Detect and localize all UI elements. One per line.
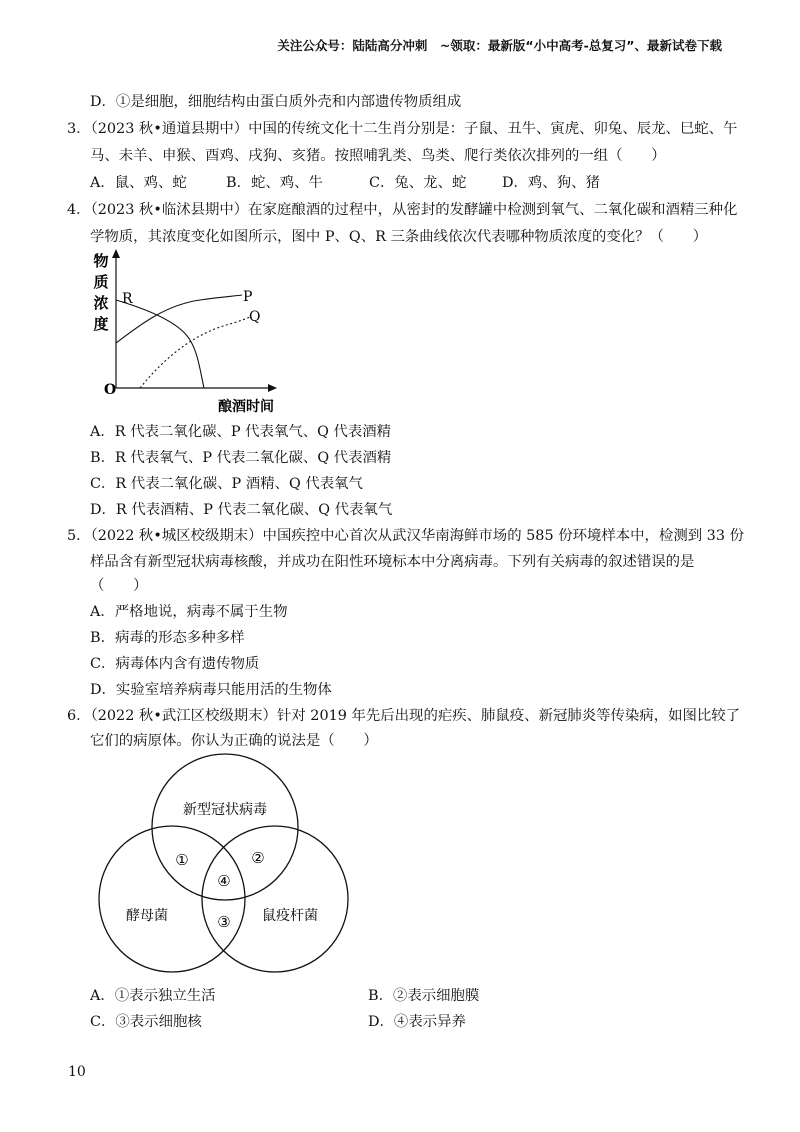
venn-label-virus: 新型冠状病毒 [183, 802, 267, 818]
curve-label-r: R [122, 291, 133, 307]
q4-option-a: A．R 代表二氧化碳、P 代表氧气、Q 代表酒精 [90, 424, 392, 440]
q6-stem-line2: 它们的病原体。你认为正确的说法是（ ） [90, 733, 378, 749]
venn-diagram [90, 752, 360, 977]
y-label-char-4: 度 [93, 315, 109, 333]
q6-option-c: C．③表示细胞核 [90, 1014, 202, 1030]
curve-label-q: Q [249, 309, 261, 325]
q3-stem-line2: 马、未羊、申猴、酉鸡、戌狗、亥猪。按照哺乳类、鸟类、爬行类依次排列的一组（ ） [90, 148, 666, 164]
venn-region-4: ④ [217, 872, 231, 890]
q3-option-c: C．兔、龙、蛇 [369, 175, 467, 191]
venn-region-3: ③ [217, 913, 231, 931]
origin-label: O [104, 382, 117, 398]
q4-stem-line2: 学物质，其浓度变化如图所示，图中 P、Q、R 三条曲线依次代表哪种物质浓度的变化？（ ） [90, 229, 708, 245]
y-label-char-2: 质 [93, 273, 109, 291]
q4-stem-line1: 4．（2023 秋•临沭县期中）在家庭酿酒的过程中，从密封的发酵罐中检测到氧气、二氧化碳和酒精三种化 [67, 202, 738, 218]
x-axis-label: 酿酒时间 [218, 399, 274, 415]
q3-option-a: A．鼠、鸡、蛇 [90, 175, 187, 191]
q5-option-c: C．病毒体内含有遗传物质 [90, 656, 260, 672]
q6-stem-line1: 6．（2022 秋•武江区校级期末）针对 2019 年先后出现的疟疾、肺鼠疫、新冠肺炎等传染病，如图比较了 [67, 708, 741, 724]
q3-option-d: D．鸡、狗、猪 [502, 175, 600, 191]
q3-option-b: B．蛇、鸡、牛 [226, 175, 323, 191]
concentration-graph [80, 245, 310, 420]
curve-q [140, 317, 250, 388]
curve-p [116, 295, 242, 343]
q4-option-b: B．R 代表氧气、P 代表二氧化碳、Q 代表酒精 [90, 450, 392, 466]
q5-option-d: D．实验室培养病毒只能用活的生物体 [90, 682, 332, 698]
venn-region-1: ① [175, 851, 189, 869]
page-number: 10 [68, 1064, 86, 1080]
q4-option-d: D．R 代表酒精、P 代表二氧化碳、Q 代表氧气 [90, 502, 393, 518]
q5-option-a: A．严格地说，病毒不属于生物 [90, 604, 288, 620]
q2-option-d: D．①是细胞，细胞结构由蛋白质外壳和内部遗传物质组成 [90, 94, 462, 110]
venn-label-yeast: 酵母菌 [126, 908, 168, 924]
y-label-char-3: 浓 [93, 294, 109, 312]
q5-stem-line2: 样品含有新型冠状病毒核酸，并成功在阳性环境标本中分离病毒。下列有关病毒的叙述错误的是 [90, 554, 695, 570]
venn-label-plague-bacillus: 鼠疫杆菌 [262, 908, 318, 924]
q6-option-b: B．②表示细胞膜 [368, 988, 480, 1004]
page-header: 关注公众号：陆陆高分冲刺 ~领取：最新版“小中高考-总复习”、最新试卷下载 [277, 38, 722, 53]
q6-option-a: A．①表示独立生活 [90, 988, 216, 1004]
q4-option-c: C．R 代表二氧化碳、P 酒精、Q 代表氧气 [90, 476, 363, 492]
q6-option-d: D．④表示异养 [368, 1014, 466, 1030]
x-axis-arrow [268, 384, 277, 392]
venn-region-2: ② [251, 849, 265, 867]
q5-stem-line1: 5．（2022 秋•城区校级期末）中国疾控中心首次从武汉华南海鲜市场的 585 份环境样本中，检测到 33 份 [67, 528, 744, 544]
y-label-char-1: 物 [93, 252, 109, 270]
curve-label-p: P [243, 289, 253, 305]
q3-stem-line1: 3．（2023 秋•通道县期中）中国的传统文化十二生肖分别是：子鼠、丑牛、寅虎、卯兔、辰龙、巳蛇、午 [67, 121, 738, 137]
y-axis-arrow [112, 249, 120, 258]
q5-stem-line3: （ ） [90, 578, 148, 594]
q5-option-b: B．病毒的形态多种多样 [90, 630, 245, 646]
